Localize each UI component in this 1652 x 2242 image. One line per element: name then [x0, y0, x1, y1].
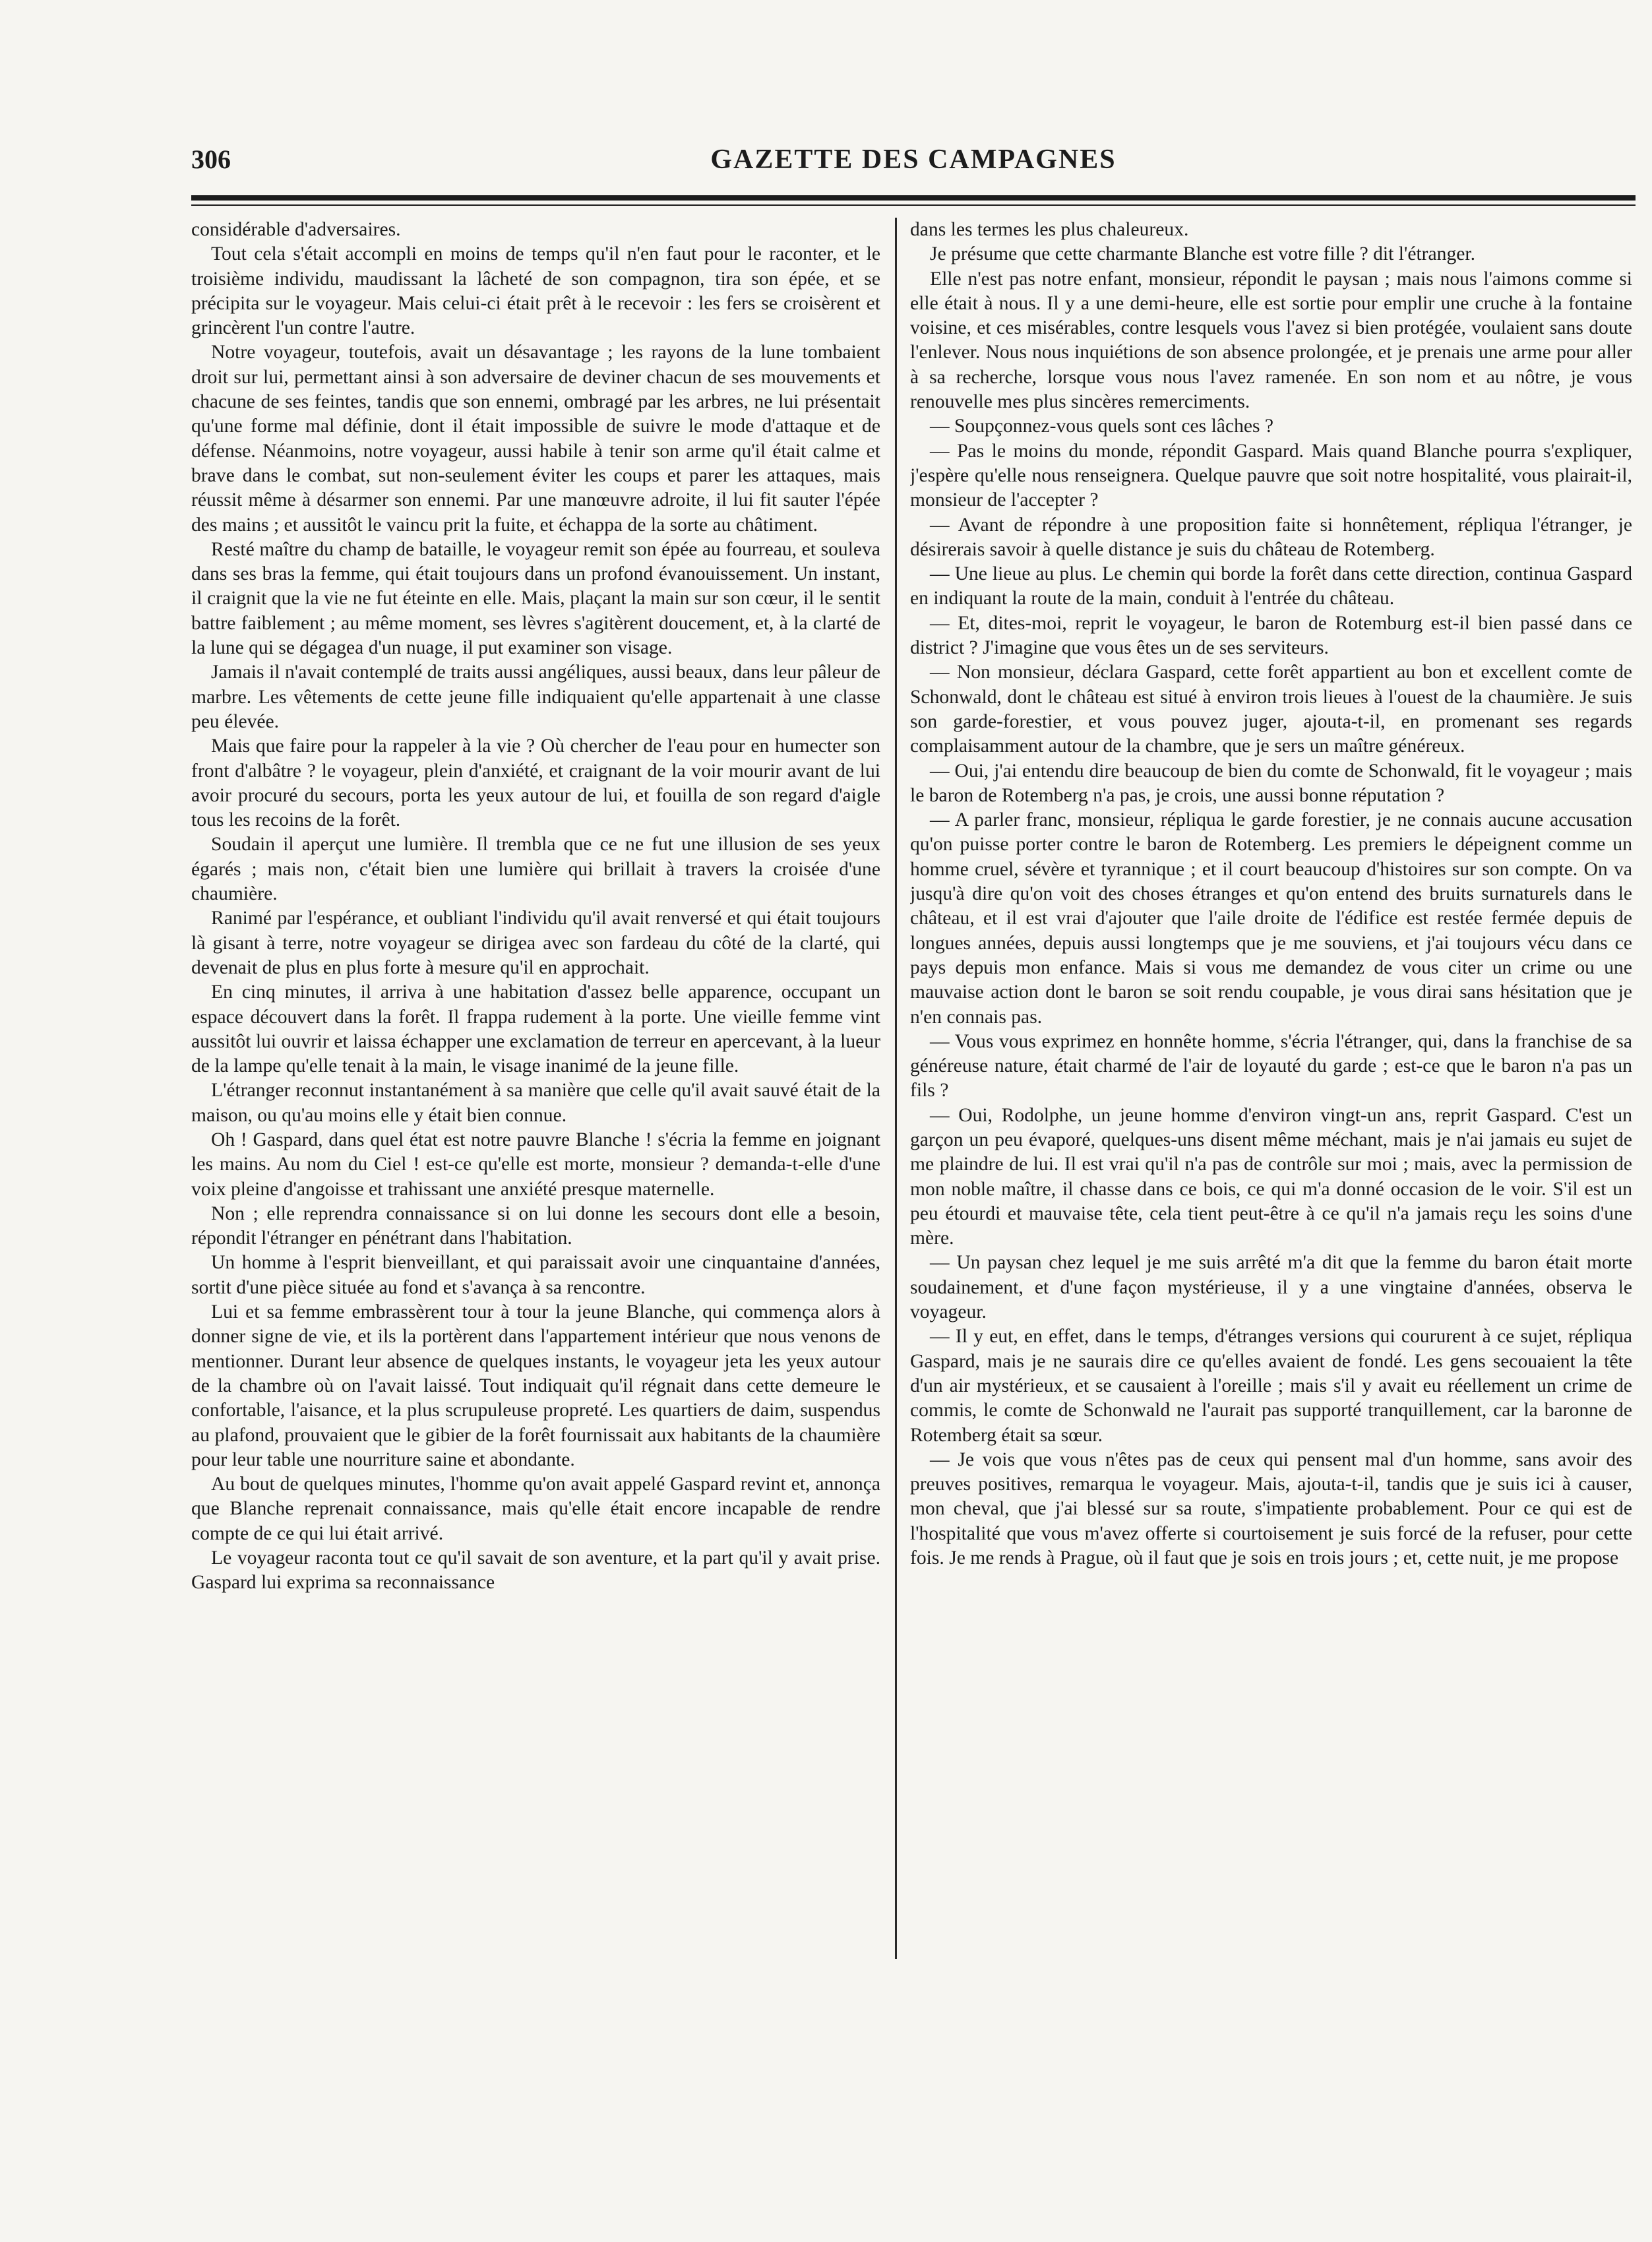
- paragraph: Lui et sa femme embrassèrent tour à tour la jeune Blanche, qui commença alors à donner signe de vie, et ils la portèrent dans l'appartement intérieur que nous venons de mentionner. Durant leur absence de quelques instants, le voyageur jeta les yeux autour de la chambre où on l'avait laissé. Tout indiquait qu'il régnait dans cette demeure le confortable, l'aisance, et la plus scrupuleuse propreté. Les quartiers de daim, suspendus au plafond, prouvaient que le gibier de la forêt fournissait aux habitants de la chaumière pour leur table une nourriture saine et abondante.: [191, 1301, 880, 1470]
- left-column: [191, 218, 880, 1959]
- header-rule-thin: [191, 204, 1636, 206]
- right-column: [910, 218, 1632, 1959]
- column-divider: [895, 218, 897, 1959]
- page-number: 306: [191, 144, 231, 174]
- paragraph: Au bout de quelques minutes, l'homme qu'on avait appelé Gaspard revint et, annonça que Blanche reprenait connaissance, mais qu'elle était encore incapable de rendre compte de ce qui lui était arrivé.: [191, 1474, 880, 1544]
- paragraph: — Soupçonnez-vous quels sont ces lâches ?: [930, 416, 1274, 437]
- paragraph: Je présume que cette charmante Blanche est votre fille ? dit l'étranger.: [930, 243, 1476, 265]
- paragraph: considérable d'adversaires.: [191, 219, 401, 240]
- paragraph: dans les termes les plus chaleureux.: [910, 219, 1189, 240]
- paragraph: Notre voyageur, toutefois, avait un désavantage ; les rayons de la lune tombaient droit sur lui, permettant ainsi à son adversaire de deviner chacun de ses mouvements et chacune de ses feintes, tandis que son ennemi, ombragé par les arbres, ne lui présentait qu'une forme mal définie, dont il était impossible de suivre le mode d'attaque et de défense. Néanmoins, notre voyageur, aussi habile à tenir son arme qu'il était calme et brave dans le combat, sut non-seulement éviter les coups et parer les attaques, mais réussit même à désarmer son ennemi. Par une manœuvre adroite, il lui fit sauter l'épée des mains ; et aussitôt le vaincu prit la fuite, et échappa de la sorte au châtiment.: [191, 342, 880, 536]
- paragraph: Oh ! Gaspard, dans quel état est notre pauvre Blanche ! s'écria la femme en joignant les mains. Au nom du Ciel ! est-ce qu'elle est morte, monsieur ? demanda-t-elle d'une voix pleine d'angoisse et trahissant une anxiété presque maternelle.: [191, 1129, 880, 1200]
- header-rule-thick: [191, 195, 1636, 201]
- paragraph: Un homme à l'esprit bienveillant, et qui paraissait avoir une cinquantaine d'années, sortit d'une pièce située au fond et s'avança à sa rencontre.: [191, 1252, 880, 1298]
- paragraph: Resté maître du champ de bataille, le voyageur remit son épée au fourreau, et souleva dans ses bras la femme, qui était toujours dans un profond évanouissement. Un instant, il craignit que la vie ne fut éteinte en elle. Mais, plaçant la main sur son cœur, il le sentit battre faiblement ; au même moment, ses lèvres s'agitèrent doucement, et, à la clarté de la lune qui se dégagea d'un nuage, il put examiner son visage.: [191, 538, 880, 659]
- paragraph: — Non monsieur, déclara Gaspard, cette forêt appartient au bon et excellent comte de Schonwald, dont le château est situé à environ trois lieues à l'ouest de la chaumière. Je suis son garde-forestier, et vous pouvez juger, ajouta-t-il, en promenant ses regards complaisamment autour de la chambre, que je sers un maître généreux.: [910, 662, 1632, 757]
- paragraph: — Et, dites-moi, reprit le voyageur, le baron de Rotemburg est-il bien passé dans ce district ? J'imagine que vous êtes un de ses serviteurs.: [910, 612, 1632, 659]
- paragraph: Ranimé par l'espérance, et oubliant l'individu qu'il avait renversé et qui était toujours là gisant à terre, notre voyageur se dirigea avec son fardeau du côté de la clarté, qui devenait de plus en plus forte à mesure qu'il en approchait.: [191, 908, 880, 978]
- paragraph: Mais que faire pour la rappeler à la vie ? Où chercher de l'eau pour en humecter son front d'albâtre ? le voyageur, plein d'anxiété, et craignant de la voir mourir avant de lui avoir procuré du secours, porta les yeux autour de lui, et fouilla de son regard d'aigle tous les recoins de la forêt.: [191, 735, 880, 831]
- paragraph: — Je vois que vous n'êtes pas de ceux qui pensent mal d'un homme, sans avoir des preuves positives, remarqua le voyageur. Mais, ajouta-t-il, tandis que je suis ici à causer, mon cheval, que j'ai blessé sur sa route, s'impatiente probablement. Pour ce qui est de l'hospitalité que vous m'avez offerte si courtoisement je suis forcé de la refuser, pour cette fois. Je me rends à Prague, où il faut que je sois en trois jours ; et, cette nuit, je me propose: [910, 1448, 1632, 1569]
- paragraph: L'étranger reconnut instantanément à sa manière que celle qu'il avait sauvé était de la maison, ou qu'au moins elle y était bien connue.: [191, 1080, 880, 1126]
- paragraph: — Il y eut, en effet, dans le temps, d'étranges versions qui coururent à ce sujet, répliqua Gaspard, mais je ne saurais dire ce qu'elles avaient de fondé. Les gens secouaient la tête d'un air mystérieux, et se causaient à l'oreille ; mais s'il y avait eu réellement un crime de commis, le comte de Schonwald ne l'aurait pas supporté tranquillement, car la baronne de Rotemberg était sa sœur.: [910, 1326, 1632, 1446]
- paragraph: — Oui, j'ai entendu dire beaucoup de bien du comte de Schonwald, fit le voyageur ; mais le baron de Rotemberg n'a pas, je crois, une aussi bonne réputation ?: [910, 760, 1632, 806]
- paragraph: — Une lieue au plus. Le chemin qui borde la forêt dans cette direction, continua Gaspard en indiquant la route de la main, conduit à l'entrée du château.: [910, 563, 1632, 609]
- paragraph: — Avant de répondre à une proposition faite si honnêtement, répliqua l'étranger, je désirerais savoir à quelle distance je suis du château de Rotemberg.: [910, 514, 1632, 560]
- paragraph: — Un paysan chez lequel je me suis arrêté m'a dit que la femme du baron était morte soudainement, et d'une façon mystérieuse, il y a une vingtaine d'années, observa le voyageur.: [910, 1252, 1632, 1323]
- paragraph: Tout cela s'était accompli en moins de temps qu'il n'en faut pour le raconter, et le troisième individu, maudissant la lâcheté de son compagnon, tira son épée, et se précipita sur le voyageur. Mais celui-ci était prêt à le recevoir : les fers se croisèrent et grincèrent l'un contre l'autre.: [191, 243, 880, 339]
- paragraph: — Oui, Rodolphe, un jeune homme d'environ vingt-un ans, reprit Gaspard. C'est un garçon un peu évaporé, quelques-uns disent même méchant, mais je n'ai jamais eu sujet de me plaindre de lui. Il est vrai qu'il n'a pas de contrôle sur moi ; mais, avec la permission de mon noble maître, il chasse dans ce bois, ce qui m'a donné occasion de le voir. S'il est un peu étourdi et mauvaise tête, cela tient peut-être à ce qu'il n'a jamais reçu les soins d'une mère.: [910, 1104, 1632, 1249]
- paragraph: En cinq minutes, il arriva à une habitation d'assez belle apparence, occupant un espace découvert dans la forêt. Il frappa rudement à la porte. Une vieille femme vint aussitôt lui ouvrir et laissa échapper une exclamation de terreur en apercevant, à la lueur de la lampe qu'elle tenait à la main, le visage inanimé de la jeune fille.: [191, 981, 880, 1077]
- paragraph: Le voyageur raconta tout ce qu'il savait de son aventure, et la part qu'il y avait prise. Gaspard lui exprima sa reconnaissance: [191, 1547, 880, 1594]
- paragraph: Soudain il aperçut une lumière. Il trembla que ce ne fut une illusion de ses yeux égarés ; mais non, c'était bien une lumière qui brillait à travers la croisée d'une chaumière.: [191, 834, 880, 905]
- page-header: [191, 144, 1636, 183]
- running-title: GAZETTE DES CAMPAGNES: [710, 144, 1117, 175]
- paragraph: Non ; elle reprendra connaissance si on lui donne les secours dont elle a besoin, répondit l'étranger en pénétrant dans l'habitation.: [191, 1202, 880, 1249]
- paragraph: — A parler franc, monsieur, répliqua le garde forestier, je ne connais aucune accusation qu'on puisse porter contre le baron de Rotemberg. Les premiers le dépeignent comme un homme cruel, sévère et tyrannique ; et il court beaucoup d'histoires sur son compte. On va jusqu'à dire qu'on voit des choses étranges et qu'on entend des bruits surnaturels dans le château, et il est vrai d'ajouter que l'aile droite de l'édifice est restée fermée depuis de longues années, depuis aussi longtemps que je me souviens, et j'ai toujours vécu dans ce pays depuis mon enfance. Mais si vous me demandez de vous citer un crime ou une mauvaise action dont le baron se soit rendu coupable, je vous dirai sans hésitation que je n'en connais pas.: [910, 809, 1632, 1028]
- paragraph: Jamais il n'avait contemplé de traits aussi angéliques, aussi beaux, dans leur pâleur de marbre. Les vêtements de cette jeune fille indiquaient qu'elle appartenait à une classe peu élevée.: [191, 662, 880, 732]
- paragraph: Elle n'est pas notre enfant, monsieur, répondit le paysan ; mais nous l'aimons comme si elle était à nous. Il y a une demi-heure, elle est sortie pour emplir une cruche à la fontaine voisine, et ces misérables, contre lesquels vous l'avez si bien protégée, voulaient sans doute l'enlever. Nous nous inquiétions de son absence prolongée, et je prenais une arme pour aller à sa recherche, lorsque vous nous l'avez ramenée. En son nom et au nôtre, je vous renouvelle mes plus sincères remerciments.: [910, 268, 1632, 413]
- paragraph: — Pas le moins du monde, répondit Gaspard. Mais quand Blanche pourra s'expliquer, j'espère qu'elle nous renseignera. Quelque pauvre que soit notre hospitalité, vous plairait-il, monsieur de l'accepter ?: [910, 440, 1632, 511]
- paragraph: — Vous vous exprimez en honnête homme, s'écria l'étranger, qui, dans la franchise de sa généreuse nature, était charmé de l'air de loyauté du garde ; est-ce que le baron n'a pas un fils ?: [910, 1030, 1632, 1102]
